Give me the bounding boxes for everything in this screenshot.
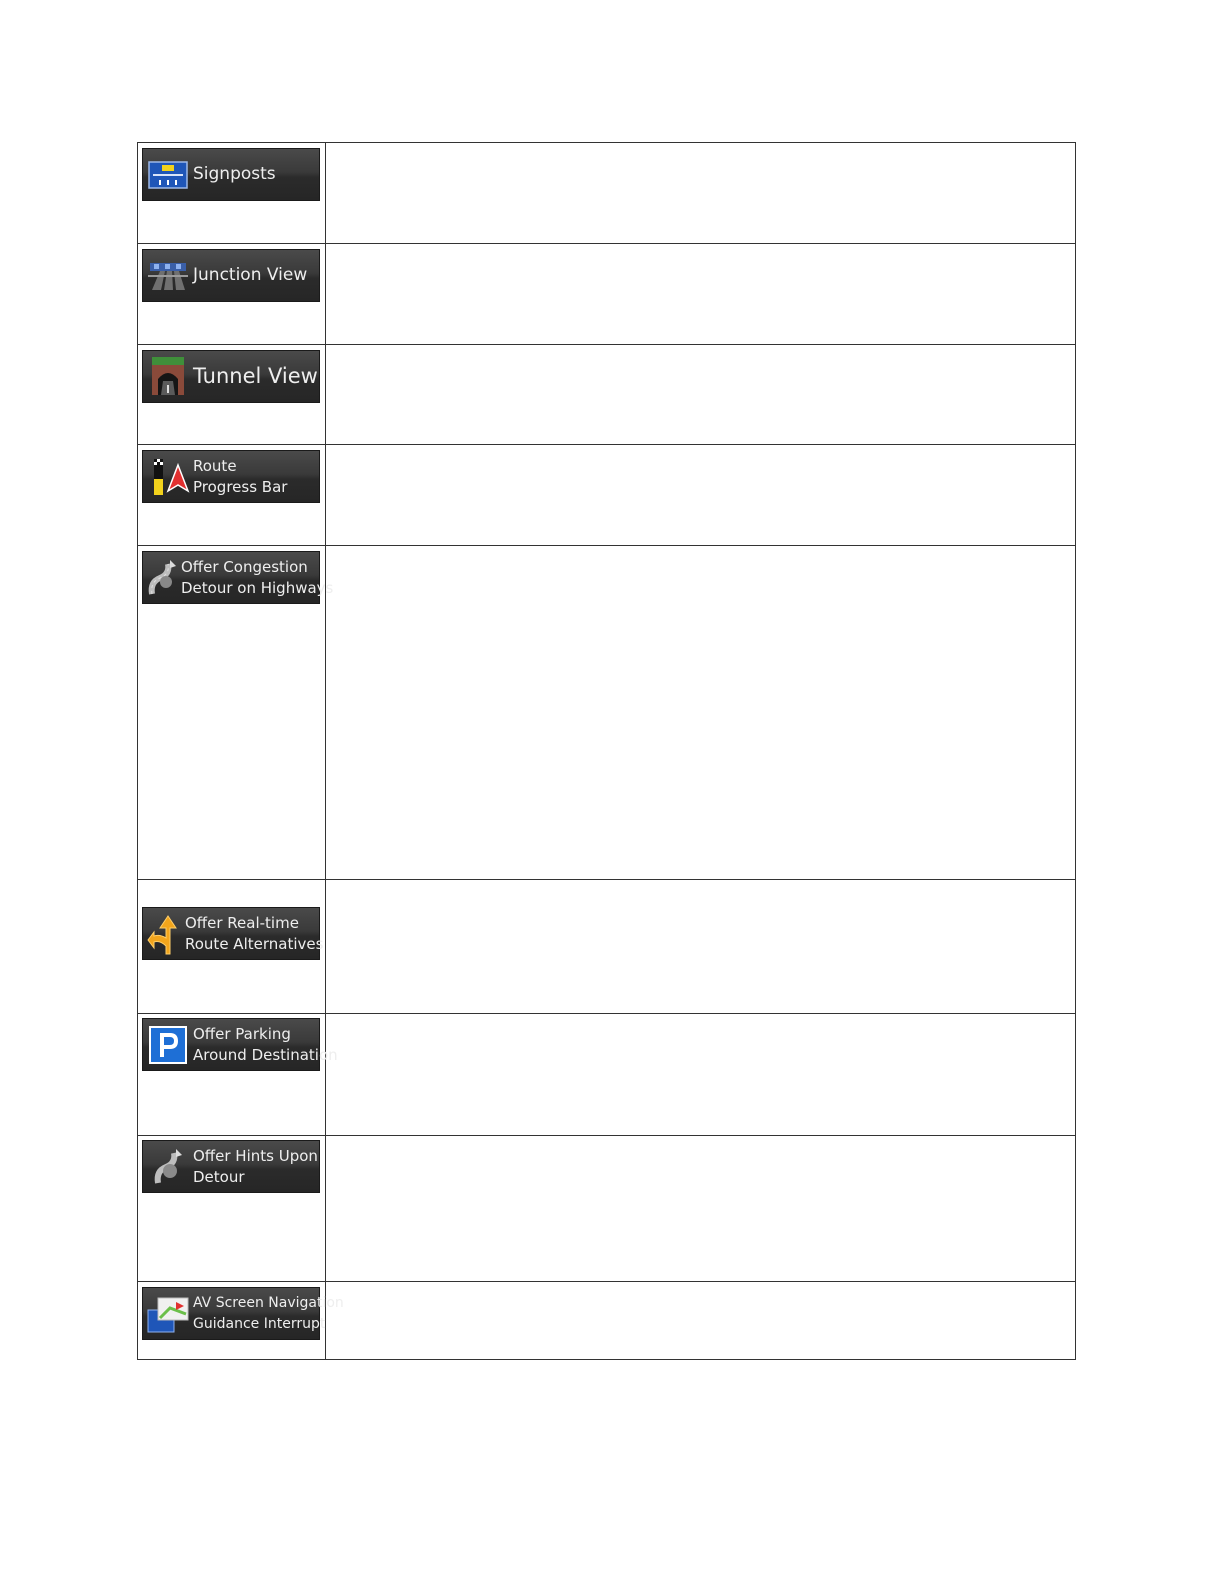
tunnel-view-description: [326, 345, 1076, 445]
offer-hints-detour-label-line1: Offer Hints Upon: [193, 1146, 318, 1165]
offer-parking-label-line1: Offer Parking: [193, 1024, 291, 1043]
route-progress-icon: [143, 450, 193, 503]
table-row: [138, 143, 1076, 244]
offer-congestion-detour-description: [326, 546, 1076, 880]
offer-congestion-detour-button[interactable]: [142, 551, 334, 604]
settings-table: [137, 142, 1076, 1360]
offer-parking-label-line2: Around Destination: [193, 1045, 338, 1064]
route-progress-bar-description: [326, 445, 1076, 546]
table-row: [138, 345, 1076, 445]
tunnel-view-button[interactable]: [142, 350, 320, 403]
offer-parking-description: [326, 1014, 1076, 1136]
av-screen-icon: [143, 1287, 193, 1340]
junction-view-label: Junction View: [193, 265, 308, 285]
table-row: [138, 1014, 1076, 1136]
table-row: [138, 880, 1076, 1014]
av-screen-interrupt-label-line2: Guidance Interrupt: [193, 1315, 326, 1332]
parking-icon: [143, 1018, 193, 1071]
table-row: [138, 244, 1076, 345]
offer-congestion-detour-label-line1: Offer Congestion: [181, 557, 308, 576]
junction-view-icon: [143, 249, 193, 302]
table-row: [138, 1282, 1076, 1360]
route-progress-bar-label-line1: Route: [193, 456, 237, 475]
offer-congestion-detour-label-line2: Detour on Highways: [181, 578, 334, 597]
offer-realtime-alternatives-button[interactable]: [142, 907, 324, 960]
av-screen-interrupt-label-line1: AV Screen Navigation: [193, 1294, 344, 1311]
junction-view-button[interactable]: [142, 249, 320, 302]
route-progress-bar-button[interactable]: [142, 450, 320, 503]
offer-hints-detour-button[interactable]: [142, 1140, 320, 1193]
offer-hints-detour-description: [326, 1136, 1076, 1282]
detour-icon: [143, 551, 181, 604]
offer-realtime-alternatives-label-line2: Route Alternatives: [185, 934, 324, 953]
signposts-description: [326, 143, 1076, 244]
av-screen-interrupt-button[interactable]: [142, 1287, 344, 1340]
tunnel-icon: [143, 350, 193, 403]
route-progress-bar-label-line2: Progress Bar: [193, 477, 288, 496]
table-row: [138, 546, 1076, 880]
signposts-button[interactable]: [142, 148, 320, 201]
offer-hints-detour-label-line2: Detour: [193, 1167, 245, 1186]
tunnel-view-label: Tunnel View: [193, 364, 318, 388]
av-screen-interrupt-description: [326, 1282, 1076, 1360]
offer-realtime-alternatives-label-line1: Offer Real-time: [185, 913, 299, 932]
signpost-icon: [143, 148, 193, 201]
detour-hint-icon: [143, 1140, 193, 1193]
signposts-label: Signposts: [193, 164, 276, 184]
junction-view-description: [326, 244, 1076, 345]
offer-realtime-alternatives-description: [326, 880, 1076, 1014]
offer-parking-button[interactable]: [142, 1018, 338, 1071]
table-row: [138, 1136, 1076, 1282]
route-alternative-icon: [143, 907, 185, 960]
table-row: [138, 445, 1076, 546]
